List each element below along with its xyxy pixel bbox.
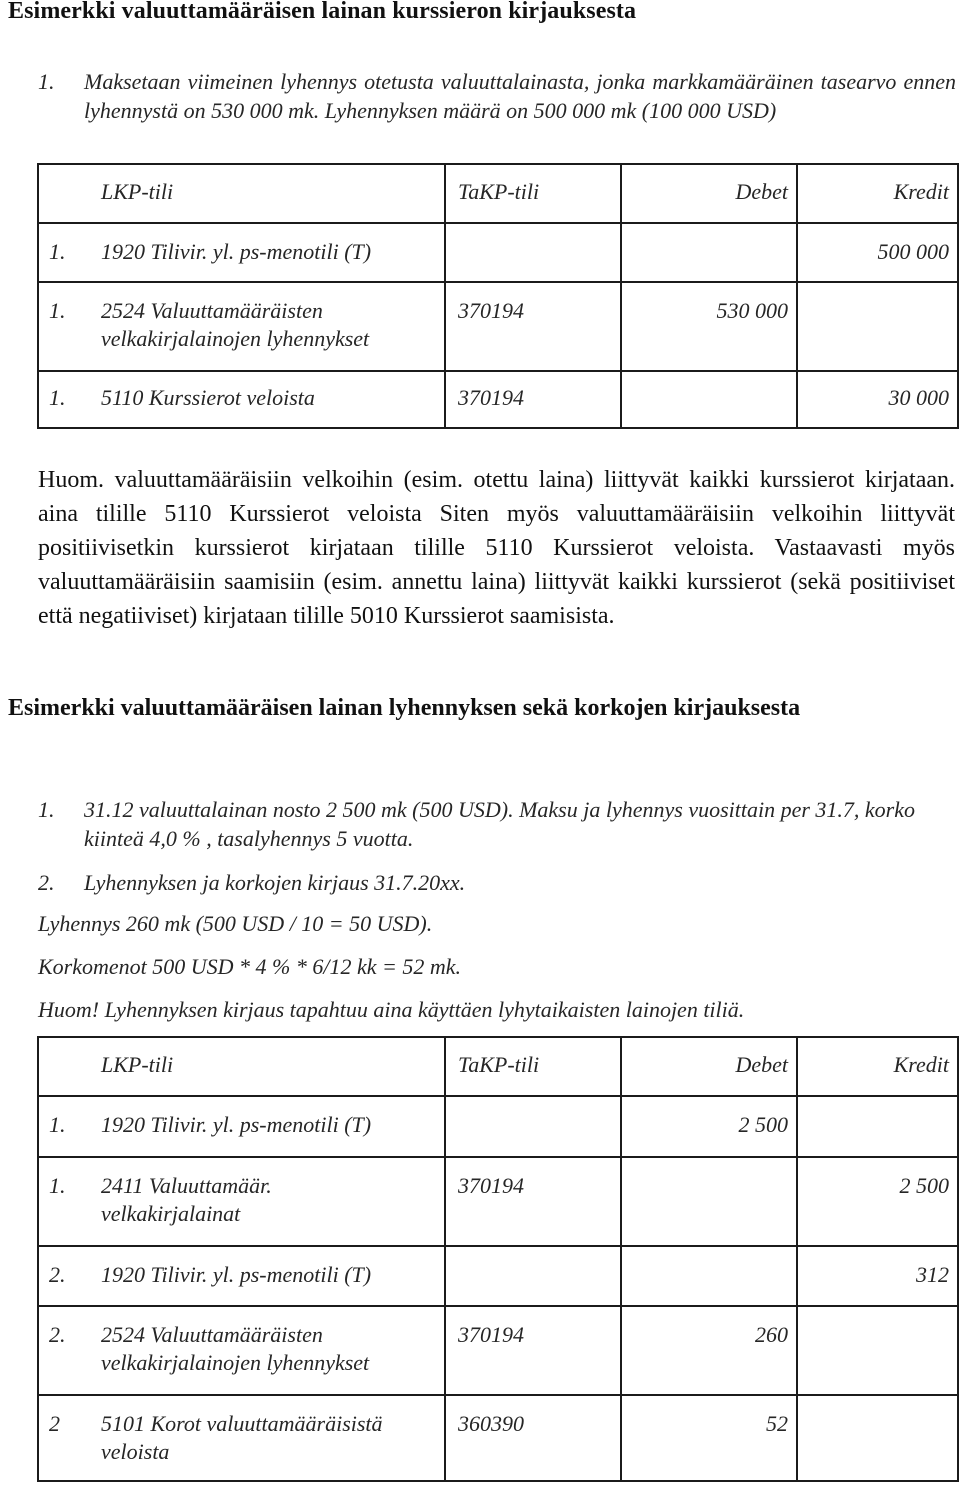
row-debet: 2 500 [738,1112,788,1137]
calc-line: Lyhennys 260 mk (500 USD / 10 = 50 USD). [38,911,433,936]
table-row [38,1157,958,1246]
list-number: 1. [38,797,55,822]
row-account: 2411 Valuuttamäär. velkakirjalainat [101,1173,272,1226]
row-takp: 360390 [458,1411,524,1436]
table-header-row [38,1037,958,1096]
row-debet [622,1247,796,1261]
row-kredit: 500 000 [877,239,949,264]
row-kredit [798,1307,957,1321]
row-number: 1. [49,298,66,323]
table-row [38,1096,958,1157]
list-number: 2. [38,870,55,895]
row-kredit [798,1396,957,1410]
row-debet [622,224,796,238]
table-row [38,1306,958,1395]
header-takp: TaKP-tili [458,179,540,204]
row-takp [446,224,620,238]
note-paragraph: Huom. valuuttamääräisiin velkoihin (esim. otettu laina) liittyvät kaikki kurssierot kirjataan. aina tilille 5110 Kurssierot veloista Siten myös valuuttamääräisiin velkoihin liittyvät positiivisetkin kurssierot kirjataan tilille 5110 Kurssierot veloista. Vastaavasti myös valuuttamääräisiin saamisiin (esim. annettu laina) liittyvät kaikki kurssierot (sekä positiiviset että negatiiviset) kirjataan tilille 5010 Kurssierot saamisista. [38,467,955,629]
row-account: 5110 Kurssierot veloista [101,385,315,410]
row-takp [446,1097,620,1111]
header-debet: Debet [735,179,788,204]
list-item-text: Lyhennyksen ja korkojen kirjaus 31.7.20xx. [84,870,466,895]
row-kredit: 2 500 [899,1173,949,1198]
table-row [38,371,958,428]
header-takp: TaKP-tili [458,1052,540,1077]
row-debet: 52 [766,1411,788,1436]
row-debet: 260 [755,1322,788,1347]
row-number: 1. [49,1173,66,1198]
header-lkp: LKP-tili [101,1052,174,1077]
row-number: 2. [49,1262,66,1287]
row-takp: 370194 [458,1322,524,1347]
row-account: 2524 Valuuttamääräisten velkakirjalainojen lyhennykset [101,1322,370,1375]
table-row [38,1395,958,1481]
row-account: 1920 Tilivir. yl. ps-menotili (T) [101,1112,372,1137]
row-kredit: 312 [916,1262,949,1287]
row-kredit [798,1097,957,1111]
row-debet: 530 000 [716,298,788,323]
row-number: 1. [49,385,66,410]
table-row [38,1246,958,1306]
row-kredit: 30 000 [888,385,949,410]
intro-text: Maksetaan viimeinen lyhennys otetusta valuuttalainasta, jonka markkamääräinen tasearvo ennen lyhennystä on 530 000 mk. Lyhennyksen määrä on 500 000 mk (100 000 USD) [84,69,956,123]
row-account: 1920 Tilivir. yl. ps-menotili (T) [101,239,372,264]
section-title: Esimerkki valuuttamääräisen lainan lyhennyksen sekä korkojen kirjauksesta [8,695,801,721]
table-row [38,282,958,371]
page-title: Esimerkki valuuttamääräisen lainan kurssieron kirjauksesta [8,0,637,24]
row-takp [446,1247,620,1261]
row-number: 1. [49,1112,66,1137]
ledger-table-2 [37,1036,959,1482]
row-account: 2524 Valuuttamääräisten velkakirjalainojen lyhennykset [101,298,370,351]
row-number: 2 [49,1411,60,1436]
ledger-table-1 [37,163,959,429]
calc-line: Korkomenot 500 USD * 4 % * 6/12 kk = 52 mk. [38,954,462,979]
list-item-text: 31.12 valuuttalainan nosto 2 500 mk (500 USD). Maksu ja lyhennys vuosittain per 31.7, korko kiinteä 4,0 % , tasalyhennys 5 vuotta. [84,797,916,851]
table-row [38,223,958,282]
row-account: 1920 Tilivir. yl. ps-menotili (T) [101,1262,372,1287]
row-takp: 370194 [458,1173,524,1198]
calc-line: Huom! Lyhennyksen kirjaus tapahtuu aina käyttäen lyhytaikaisten lainojen tiliä. [38,997,745,1022]
header-kredit: Kredit [893,1052,949,1077]
row-takp: 370194 [458,385,524,410]
table-header-row [38,164,958,223]
row-number: 1. [49,239,66,264]
row-kredit [798,283,957,297]
row-debet [622,1158,796,1172]
header-kredit: Kredit [893,179,949,204]
header-debet: Debet [735,1052,788,1077]
row-debet [622,372,796,384]
header-lkp: LKP-tili [101,179,174,204]
row-takp: 370194 [458,298,524,323]
row-account: 5101 Korot valuuttamääräisistä veloista [101,1411,383,1464]
row-number: 2. [49,1322,66,1347]
intro-number: 1. [38,69,55,94]
